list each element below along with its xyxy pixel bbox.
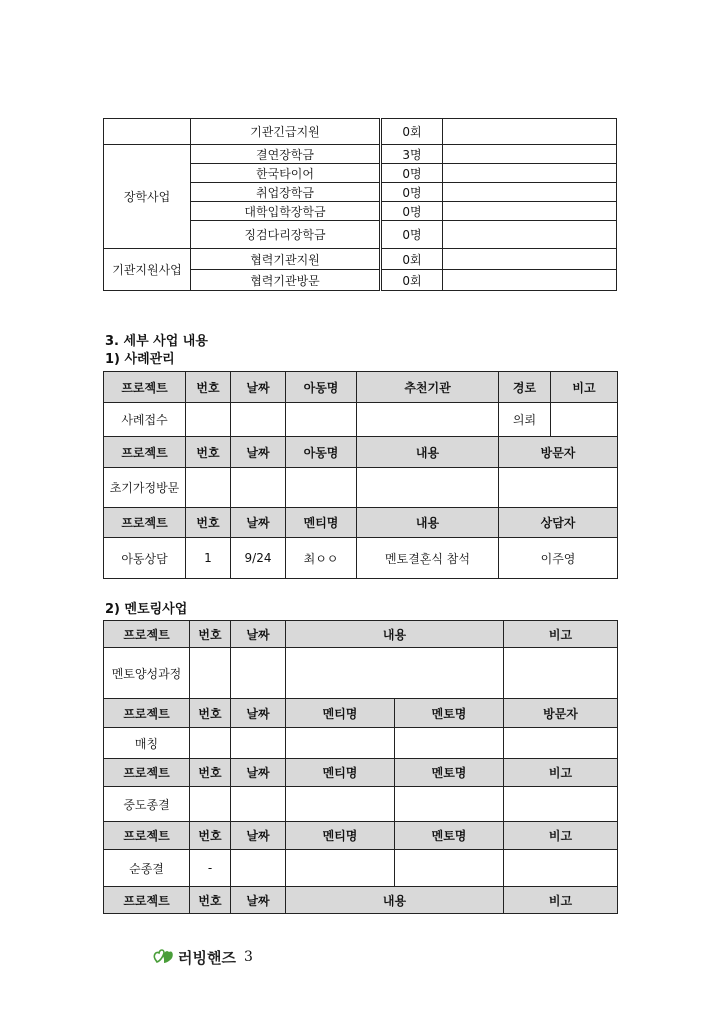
category-cell xyxy=(104,119,191,145)
table-header-row xyxy=(104,759,618,787)
table-row xyxy=(104,468,618,508)
header-mentor-name: 멘토명 xyxy=(395,822,504,850)
header-child-name: 아동명 xyxy=(286,372,357,403)
route-cell: 의뢰 xyxy=(499,403,551,437)
count-cell: 3명 xyxy=(381,145,443,164)
header-number: 번호 xyxy=(190,822,231,850)
header-note: 비고 xyxy=(551,372,618,403)
header-number: 번호 xyxy=(190,621,231,648)
project-cell: 멘토양성과정 xyxy=(104,648,190,699)
mentor-name-cell xyxy=(395,850,504,887)
header-note: 비고 xyxy=(504,621,618,648)
header-project: 프로젝트 xyxy=(104,372,186,403)
header-date: 날짜 xyxy=(231,759,286,787)
counselor-cell: 이주영 xyxy=(499,538,618,579)
note-cell xyxy=(504,648,618,699)
note-cell xyxy=(443,249,617,270)
note-cell xyxy=(443,183,617,202)
table-row xyxy=(104,648,618,699)
item-cell: 한국타이어 xyxy=(191,164,381,183)
header-number: 번호 xyxy=(186,372,231,403)
number-cell: 1 xyxy=(186,538,231,579)
header-route: 경로 xyxy=(499,372,551,403)
item-cell: 협력기관지원 xyxy=(191,249,381,270)
header-number: 번호 xyxy=(190,759,231,787)
child-name-cell xyxy=(286,468,357,508)
header-date: 날짜 xyxy=(231,822,286,850)
project-cell: 사례접수 xyxy=(104,403,186,437)
note-cell xyxy=(551,403,618,437)
content-cell xyxy=(357,468,499,508)
note-cell xyxy=(504,787,618,822)
mentoring-heading: 2) 멘토링사업 xyxy=(105,602,188,617)
header-child-name: 아동명 xyxy=(286,437,357,468)
scholarship-summary-table xyxy=(103,118,617,291)
header-date: 날짜 xyxy=(231,621,286,648)
item-cell: 징검다리장학금 xyxy=(191,221,381,249)
item-cell: 취업장학금 xyxy=(191,183,381,202)
header-content: 내용 xyxy=(357,508,499,538)
case-management-heading: 1) 사례관리 xyxy=(105,352,175,367)
header-visitor: 방문자 xyxy=(499,437,618,468)
table-header-row xyxy=(104,621,618,648)
header-visitor: 방문자 xyxy=(504,699,618,728)
header-date: 날짜 xyxy=(231,699,286,728)
table-header-row xyxy=(104,887,618,914)
count-cell: 0회 xyxy=(381,249,443,270)
header-mentor-name: 멘토명 xyxy=(395,759,504,787)
header-mentee-name: 멘티명 xyxy=(286,699,395,728)
project-cell: 아동상담 xyxy=(104,538,186,579)
count-cell: 0명 xyxy=(381,202,443,221)
table-header-row xyxy=(104,699,618,728)
mentoring-table xyxy=(103,620,618,914)
count-cell: 0회 xyxy=(381,119,443,145)
content-cell xyxy=(286,648,504,699)
hands-logo-icon xyxy=(152,945,174,969)
project-cell: 초기가정방문 xyxy=(104,468,186,508)
mentee-name-cell xyxy=(286,787,395,822)
header-date: 날짜 xyxy=(231,887,286,914)
note-cell xyxy=(443,270,617,291)
header-content: 내용 xyxy=(286,621,504,648)
date-cell xyxy=(231,850,286,887)
category-cell: 장학사업 xyxy=(104,145,191,249)
header-date: 날짜 xyxy=(231,372,286,403)
count-cell: 0명 xyxy=(381,221,443,249)
item-cell: 대학입학장학금 xyxy=(191,202,381,221)
header-project: 프로젝트 xyxy=(104,759,190,787)
count-cell: 0명 xyxy=(381,164,443,183)
table-header-row xyxy=(104,822,618,850)
page-footer xyxy=(152,945,253,969)
page-number: 3 xyxy=(243,949,253,965)
header-project: 프로젝트 xyxy=(104,699,190,728)
header-mentee-name: 멘티명 xyxy=(286,759,395,787)
table-row xyxy=(104,787,618,822)
header-mentor-name: 멘토명 xyxy=(395,699,504,728)
case-management-table xyxy=(103,371,618,579)
number-cell xyxy=(190,787,231,822)
header-counselor: 상담자 xyxy=(499,508,618,538)
header-project: 프로젝트 xyxy=(104,508,186,538)
note-cell xyxy=(443,202,617,221)
note-cell xyxy=(443,119,617,145)
number-cell xyxy=(186,468,231,508)
header-note: 비고 xyxy=(504,887,618,914)
mentee-name-cell: 최ㅇㅇ xyxy=(286,538,357,579)
project-cell: 중도종결 xyxy=(104,787,190,822)
header-number: 번호 xyxy=(186,508,231,538)
header-number: 번호 xyxy=(186,437,231,468)
mentor-name-cell xyxy=(395,728,504,759)
number-cell xyxy=(186,403,231,437)
mentee-name-cell xyxy=(286,850,395,887)
date-cell xyxy=(231,648,286,699)
header-project: 프로젝트 xyxy=(104,437,186,468)
header-project: 프로젝트 xyxy=(104,822,190,850)
item-cell: 결연장학금 xyxy=(191,145,381,164)
visitor-cell xyxy=(499,468,618,508)
number-cell xyxy=(190,648,231,699)
header-note: 비고 xyxy=(504,759,618,787)
header-number: 번호 xyxy=(190,887,231,914)
child-name-cell xyxy=(286,403,357,437)
category-cell: 기관지원사업 xyxy=(104,249,191,291)
date-cell xyxy=(231,728,286,759)
number-cell: - xyxy=(190,850,231,887)
item-cell: 협력기관방문 xyxy=(191,270,381,291)
table-row xyxy=(104,119,617,145)
brand-name: 러빙핸즈 xyxy=(178,948,236,967)
table-row xyxy=(104,249,617,270)
header-number: 번호 xyxy=(190,699,231,728)
table-row xyxy=(104,403,618,437)
section-heading: 3. 세부 사업 내용 xyxy=(105,334,208,349)
item-cell: 기관긴급지원 xyxy=(191,119,381,145)
table-row xyxy=(104,728,618,759)
agency-cell xyxy=(357,403,499,437)
number-cell xyxy=(190,728,231,759)
date-cell xyxy=(231,403,286,437)
mentee-name-cell xyxy=(286,728,395,759)
header-note: 비고 xyxy=(504,822,618,850)
note-cell xyxy=(504,850,618,887)
header-content: 내용 xyxy=(286,887,504,914)
content-cell: 멘토결혼식 참석 xyxy=(357,538,499,579)
date-cell xyxy=(231,468,286,508)
table-row xyxy=(104,145,617,164)
table-header-row xyxy=(104,372,618,403)
mentor-name-cell xyxy=(395,787,504,822)
project-cell: 순종결 xyxy=(104,850,190,887)
note-cell xyxy=(443,164,617,183)
table-row xyxy=(104,538,618,579)
header-project: 프로젝트 xyxy=(104,621,190,648)
count-cell: 0회 xyxy=(381,270,443,291)
header-date: 날짜 xyxy=(231,437,286,468)
header-referral-agency: 추천기관 xyxy=(357,372,499,403)
table-row xyxy=(104,850,618,887)
note-cell xyxy=(443,221,617,249)
visitor-cell xyxy=(504,728,618,759)
count-cell: 0명 xyxy=(381,183,443,202)
header-content: 내용 xyxy=(357,437,499,468)
date-cell: 9/24 xyxy=(231,538,286,579)
header-mentee-name: 멘티명 xyxy=(286,508,357,538)
header-mentee-name: 멘티명 xyxy=(286,822,395,850)
project-cell: 매칭 xyxy=(104,728,190,759)
header-date: 날짜 xyxy=(231,508,286,538)
note-cell xyxy=(443,145,617,164)
date-cell xyxy=(231,787,286,822)
table-header-row xyxy=(104,437,618,468)
table-header-row xyxy=(104,508,618,538)
header-project: 프로젝트 xyxy=(104,887,190,914)
